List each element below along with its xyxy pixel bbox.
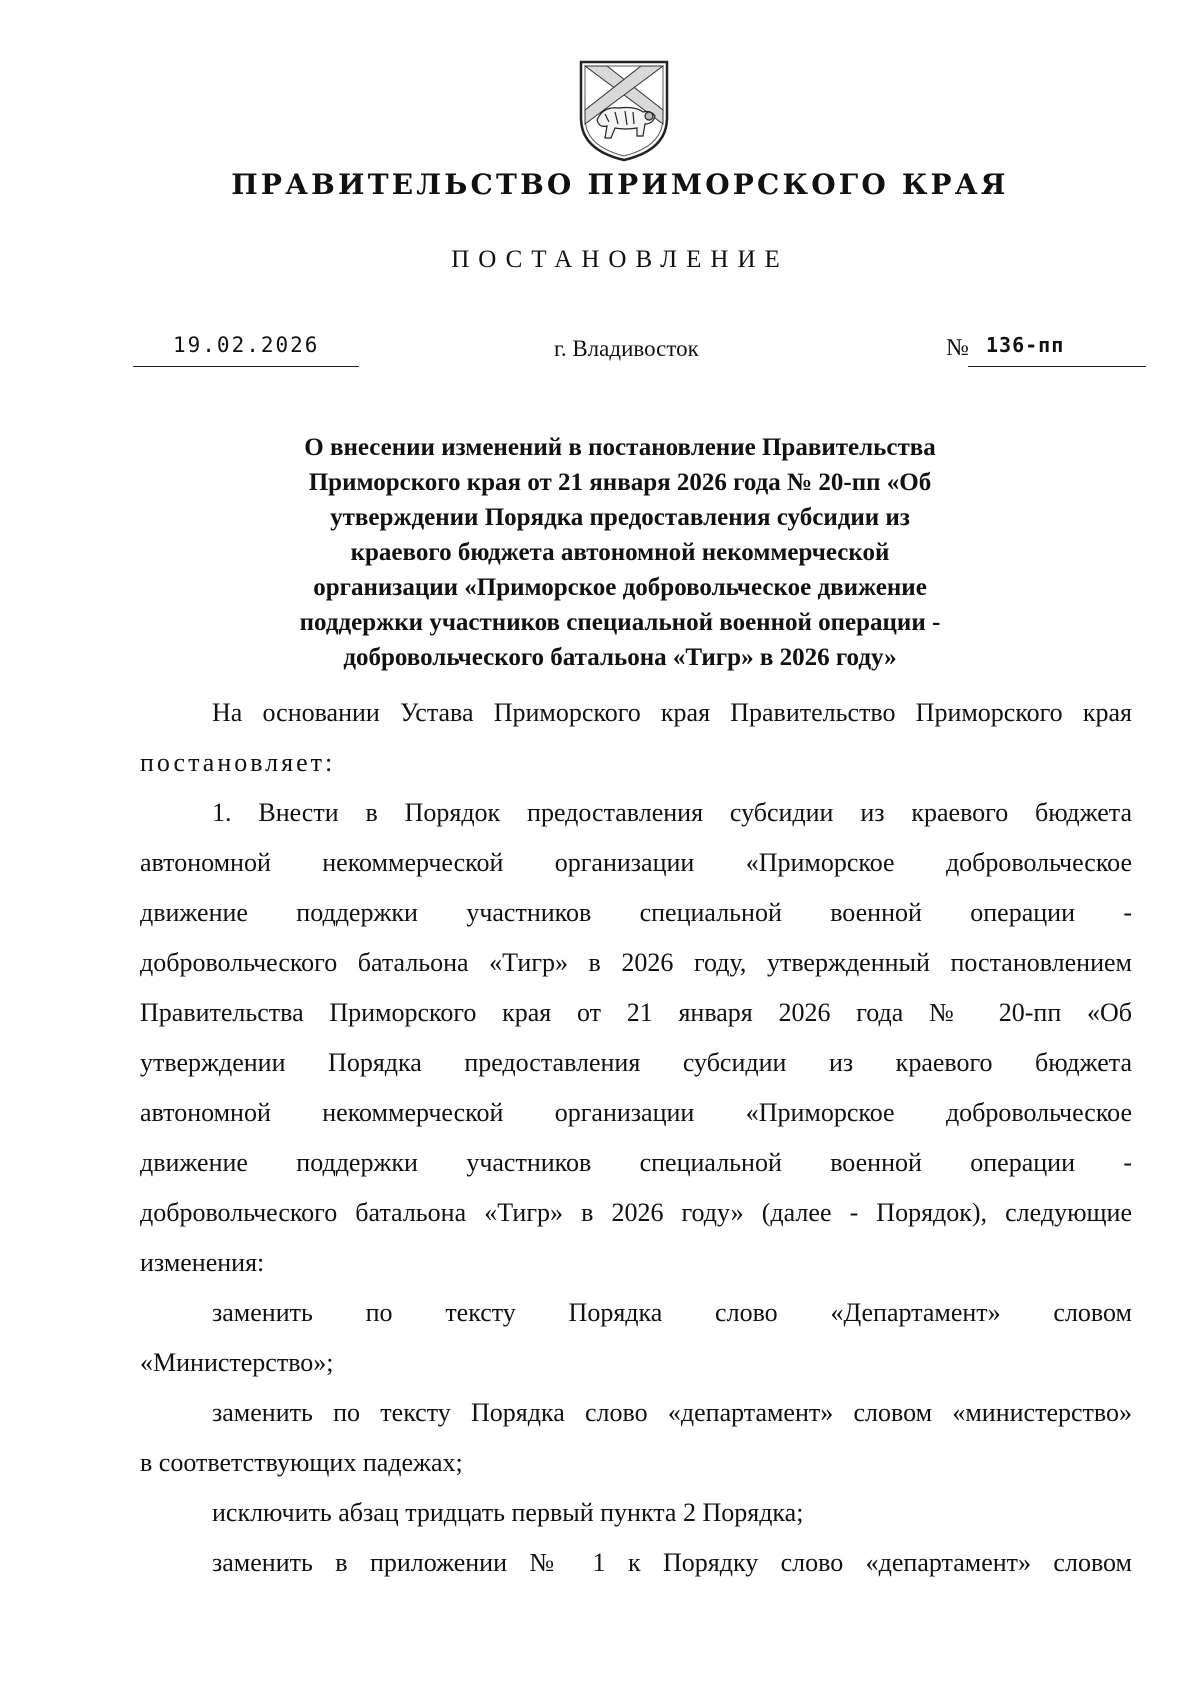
tiger-shield-icon (575, 58, 673, 164)
body-line: движение поддержки участников специальной военной операции - (140, 898, 1132, 927)
document-type-heading: ПОСТАНОВЛЕНИЕ (451, 246, 789, 273)
date-field (133, 333, 359, 357)
body-line: в соответствующих падежах; (140, 1448, 463, 1477)
body-line: автономной некоммерческой организации «Приморское добровольческое (140, 1098, 1132, 1127)
body-line: заменить по тексту Порядка слово «департамент» словом «министерство» (212, 1398, 1132, 1427)
number-sign: № (946, 335, 969, 361)
body-line: «Министерство»; (140, 1348, 334, 1377)
document-subject (200, 430, 1040, 675)
body-line: утверждении Порядка предоставления субсидии из краевого бюджета (140, 1048, 1132, 1077)
document-body (140, 688, 1132, 1588)
document-date: 19.02.2026 (173, 333, 320, 357)
subject-line: организации «Приморское добровольческое движение (313, 574, 927, 601)
subject-line: добровольческого батальона «Тигр» в 2026 году» (343, 644, 897, 671)
body-line: На основании Устава Приморского края Правительство Приморского края (212, 698, 1132, 727)
body-line: Правительства Приморского края от 21 января 2026 года № 20-пп «Об (140, 998, 1132, 1027)
body-line: заменить по тексту Порядка слово «Департамент» словом (212, 1298, 1132, 1327)
date-underline (133, 366, 359, 367)
subject-line: краевого бюджета автономной некоммерческой (350, 539, 890, 566)
subject-line: Приморского края от 21 января 2026 года № 20-пп «Об (308, 469, 932, 496)
city-label: г. Владивосток (554, 336, 699, 361)
number-field (946, 333, 1146, 373)
body-line: автономной некоммерческой организации «Приморское добровольческое (140, 848, 1132, 877)
subject-line: утверждении Порядка предоставления субсидии из (330, 504, 910, 531)
government-title: ПРАВИТЕЛЬСТВО ПРИМОРСКОГО КРАЯ (231, 168, 1009, 201)
subject-line: поддержки участников специальной военной операции - (299, 609, 941, 636)
body-line: изменения: (140, 1248, 265, 1277)
body-line-resolves: постановляет: (140, 748, 336, 777)
number-underline (968, 366, 1146, 367)
subject-line: О внесении изменений в постановление Правительства (304, 434, 936, 461)
body-line: исключить абзац тридцать первый пункта 2 Порядка; (212, 1498, 804, 1527)
body-line: 1. Внести в Порядок предоставления субсидии из краевого бюджета (212, 798, 1132, 827)
document-number: 136-пп (986, 333, 1065, 357)
body-line: движение поддержки участников специальной военной операции - (140, 1148, 1132, 1177)
body-line: заменить в приложении № 1 к Порядку слово «департамент» словом (212, 1548, 1132, 1577)
coat-of-arms-emblem (575, 58, 673, 164)
body-line: добровольческого батальона «Тигр» в 2026 году, утвержденный постановлением (140, 948, 1132, 977)
body-line: добровольческого батальона «Тигр» в 2026 году» (далее - Порядок), следующие (140, 1198, 1132, 1227)
